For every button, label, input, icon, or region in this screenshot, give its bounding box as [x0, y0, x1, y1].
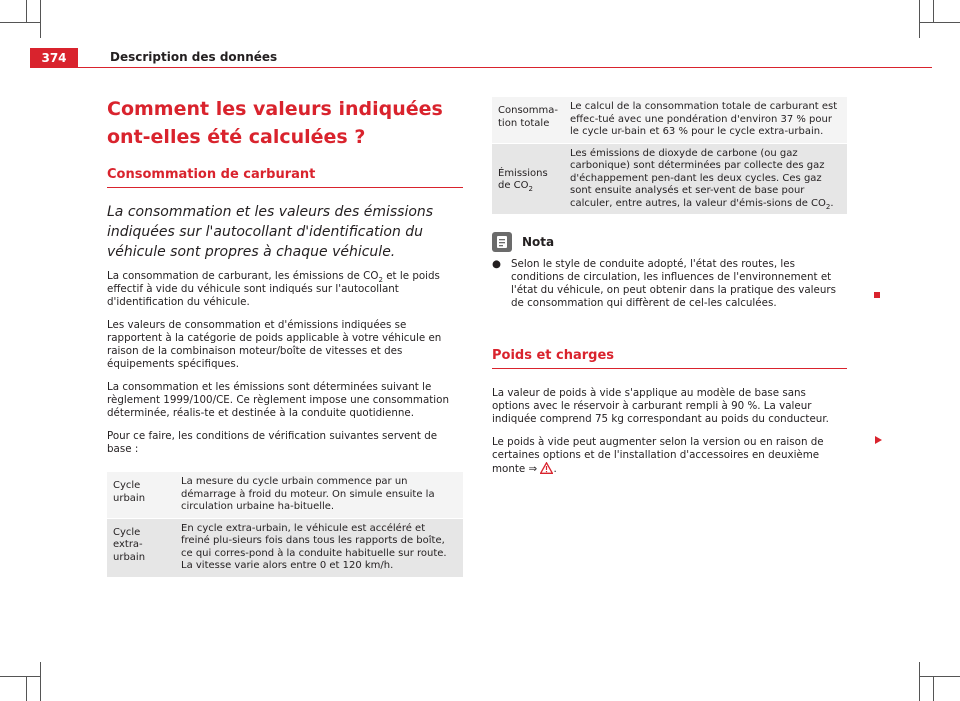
crop-mark — [40, 0, 41, 38]
table-row — [107, 518, 463, 577]
right-column — [492, 97, 847, 478]
paragraph: Pour ce faire, les conditions de vérification suivantes servent de base : — [107, 430, 438, 455]
table-key: Émissions de $CO_2$ — [492, 143, 564, 214]
paragraph: Le poids à vide peut augmenter selon la version ou en raison de certaines options et de l'installation d'accessoires en deuxième monte ⇒ . — [492, 436, 847, 478]
crop-mark — [920, 22, 960, 23]
page-number: 374 — [30, 48, 78, 68]
note-text: Selon le style de conduite adopté, l'état des routes, les conditions de circulation, les influences de l'environnement et l'état du véhicule, on peut obtenir dans la pratique des valeurs de consommation qui diffèrent de cel-les calculées. — [511, 258, 837, 309]
note-book-icon — [492, 232, 512, 252]
table-key: Cycle extra-urbain — [107, 518, 175, 577]
section-heading: Comment les valeurs indiquées ont-elles été calculées ? — [107, 98, 443, 148]
crop-mark — [933, 677, 934, 701]
crop-mark — [0, 676, 40, 677]
page-header — [30, 48, 960, 68]
table-value: La mesure du cycle urbain commence par un démarrage à froid du moteur. On simule ensuite la circulation urbaine ha-bituelle. — [175, 472, 463, 518]
paragraph: Les valeurs de consommation et d'émissions indiquées se rapportent à la catégorie de poids applicable à votre véhicule en raison de la combinaison moteur/boîte de vitesses et des équipements spécifiques. — [107, 319, 442, 370]
header-rule — [78, 67, 932, 68]
bullet-glyph: ● — [492, 258, 501, 270]
subsection-heading: Poids et charges — [492, 348, 847, 369]
table-row — [107, 472, 463, 518]
table-row — [492, 143, 847, 214]
crop-mark — [40, 662, 41, 701]
crop-mark — [919, 0, 920, 38]
note-title: Nota — [522, 235, 555, 249]
section-end-square-icon — [874, 292, 880, 298]
note-bullet-item — [492, 258, 847, 310]
warning-triangle-icon[interactable] — [540, 462, 553, 478]
table-value: Le calcul de la consommation totale de carburant est effec-tué avec une pondération d'environ 37 % pour le cycle ur-bain et 63 % pour le cycle extra-urbain. — [564, 97, 847, 143]
reference-arrow: ⇒ — [528, 463, 538, 475]
lead-paragraph: La consommation et les valeurs des émissions indiquées sur l'autocollant d'identification du véhicule sont propres à chaque véhicule. — [107, 204, 434, 260]
paragraph: La consommation et les émissions sont déterminées suivant le règlement 1999/100/CE. Ce règlement impose une consommation déterminée, réalis-te et destinée à la conduite quotidienne. — [107, 381, 449, 419]
test-conditions-table — [107, 472, 463, 577]
crop-mark — [0, 22, 40, 23]
paragraph: La valeur de poids à vide s'applique au modèle de base sans options avec le réservoir à carburant rempli à 90 %. La valeur indiquée comprend 75 kg correspondant au poids du conducteur. — [492, 387, 829, 425]
note-header — [492, 232, 847, 252]
table-value: En cycle extra-urbain, le véhicule est accéléré et freiné plu-sieurs fois dans tous les rapports de boîte, ce qui corres-pond à la conduite habituelle sur route. La vitesse varie alors entre 0 et 120 km/h. — [175, 518, 463, 577]
left-column — [107, 95, 463, 577]
page-header-title: Description des données — [110, 50, 278, 64]
consumption-table — [492, 97, 847, 214]
subsection-heading: Consommation de carburant — [107, 167, 463, 188]
crop-mark — [920, 676, 960, 677]
crop-mark — [26, 0, 27, 22]
crop-mark — [26, 677, 27, 701]
table-value: Les émissions de dioxyde de carbone (ou gaz carbonique) sont déterminées par collecte des gaz d'échappement pen-dant les deux cycles. Ces gaz sont ensuite analysés et ser-vent de base pour calculer, entre autres, la valeur d'émis-sions de $CO_2$. — [564, 143, 847, 214]
paragraph: La consommation de carburant, les émissions de $CO_2$ et le poids effectif à vide du véhicule sont indiqués sur l'autocollant d'identification du véhicule. — [107, 270, 440, 308]
crop-mark — [919, 662, 920, 701]
crop-mark — [933, 0, 934, 22]
table-key: Consomma-tion totale — [492, 97, 564, 143]
continue-triangle-icon — [875, 436, 882, 444]
table-row — [492, 97, 847, 143]
table-key: Cycle urbain — [107, 472, 175, 518]
